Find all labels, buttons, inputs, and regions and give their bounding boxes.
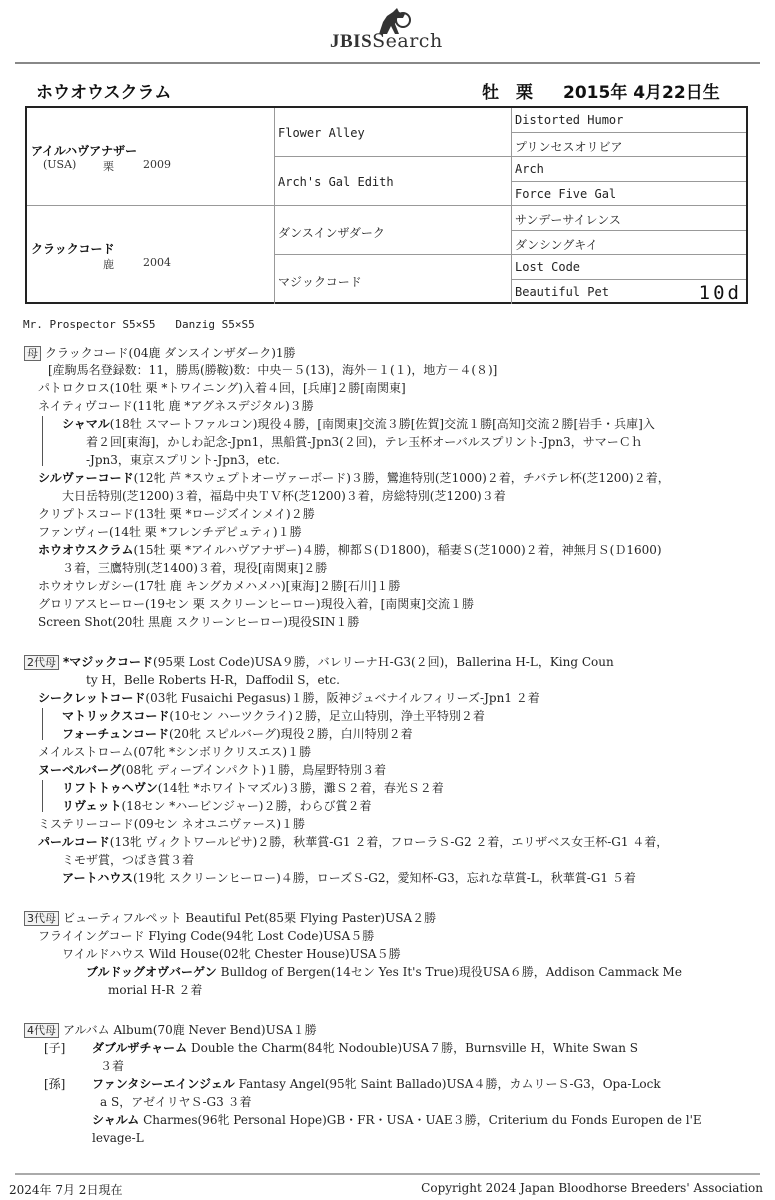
pedigree-ss-cell[interactable] <box>275 108 512 157</box>
horse-link-houou-scrum[interactable]: ホウオウスクラム <box>38 543 134 557</box>
family-foal-line: リフトトゥヘヴン(14牡 *ホワイトマズル)３勝，灘Ｓ２着，春光Ｓ２着 <box>62 781 444 795</box>
horse-link-nouvelle-vague[interactable]: ヌーベルバーグ <box>38 763 122 777</box>
family-foal-line: フライイングコード Flying Code(94牝 Lost Code)USA５勝 <box>38 929 375 943</box>
family-dam-line: 母 クラックコード(04鹿 ダンスインザダーク)1勝 <box>24 345 296 362</box>
family-foal-line: ネイティヴコード(11牝 鹿 *アグネスデジタル)３勝 <box>38 399 314 413</box>
family-foal-line-cont: 着２回[東海]，かしわ記念-Jpn1，黒船賞-Jpn3(２回)，テレ玉杯オーバルスプリント-Jpn3，サマーＣｈ <box>86 435 643 449</box>
family-foal-line: シャルム Charmes(96牝 Personal Hope)GB・FR・USA・UAE３勝，Criterium du Fonds Europen de l'E <box>92 1113 702 1127</box>
family-foal-line: ワイルドハウス Wild House(02牝 Chester House)USA５勝 <box>62 947 401 961</box>
pedigree-sire-cell[interactable] <box>27 108 275 206</box>
dam-color: 鹿 <box>103 258 114 271</box>
pedigree-dds-name: Lost Code <box>515 260 581 274</box>
dam-year: 2004 <box>143 256 171 269</box>
family-foal-line-cont: ３着 <box>100 1059 125 1073</box>
jbis-search-logo[interactable] <box>327 6 467 54</box>
as-of-date: 2024年 7月 2日現在 <box>9 1183 123 1197</box>
pedigree-dds-cell[interactable] <box>512 255 746 280</box>
inbreeding-crosses: Mr. Prospector S5×S5 Danzig S5×S5 <box>23 318 255 331</box>
family-label-mago: [孫] <box>44 1077 66 1091</box>
family-third-dam-line: 3代母 ビューティフルペット Beautiful Pet(85栗 Flying Paster)USA２勝 <box>24 910 436 927</box>
pedigree-sss-name: Distorted Humor <box>515 113 624 127</box>
horse-name: ホウオウスクラム <box>36 83 172 103</box>
horse-link-shamal[interactable]: シャマル <box>62 417 110 431</box>
logo-text-jbis: JBIS <box>330 31 373 52</box>
pedigree-dd-name: マジックコード <box>278 275 362 289</box>
family-foal-line: クリプトスコード(13牡 栗 *ロージズインメイ)２勝 <box>38 507 315 521</box>
horse-link-lift-to-heaven[interactable]: リフトトゥヘヴン <box>62 781 158 795</box>
family-foal-line-cont: a S，アゼイリヤＳ-G3 ３着 <box>100 1095 252 1109</box>
dosage-index: 10d <box>698 282 742 304</box>
family-foal-line: ヌーベルバーグ(08牝 ディープインパクト)１勝，鳥屋野特別３着 <box>38 763 387 777</box>
indent-bar <box>42 416 43 466</box>
horse-link-double-the-charm[interactable]: ダブルザチャーム <box>92 1041 188 1055</box>
family-foal-line-cont: 大日岳特別(芝1200)３着，福島中央ＴＶ杯(芝1200)３着，房総特別(芝1200)３着 <box>62 489 506 503</box>
pedigree-ss-name: Flower Alley <box>278 126 365 140</box>
pedigree-dss-cell[interactable] <box>512 206 746 231</box>
horse-link-art-house[interactable]: アートハウス <box>62 871 134 885</box>
horse-link-fortune-code[interactable]: フォーチュンコード <box>62 727 170 741</box>
pedigree-dam-cell[interactable] <box>27 206 275 304</box>
family-foal-line: シークレットコード(03牝 Fusaichi Pegasus)１勝，阪神ジュベナイルフィリーズ-Jpn1 ２着 <box>38 691 540 705</box>
top-divider <box>15 62 760 64</box>
sire-origin: (USA) <box>43 158 77 171</box>
family-foal-line: ファンタシーエインジェル Fantasy Angel(95牝 Saint Ballado)USA４勝，カムリーＳ-G3，Opa-Lock <box>92 1077 661 1091</box>
family-foal-line: フォーチュンコード(20牝 スピルバーグ)現役２勝，白川特別２着 <box>62 727 413 741</box>
horse-link-rivet[interactable]: リヴェット <box>62 799 122 813</box>
pedigree-ds-cell[interactable] <box>275 206 512 255</box>
horse-sex: 牡 <box>482 83 499 103</box>
family-second-dam-line: 2代母 *マジックコード(95栗 Lost Code)USA９勝，バレリーナＨ-G3(２回)，Ballerina H-L，King Coun <box>24 654 614 671</box>
logo-text-search: Search <box>372 30 443 52</box>
pedigree-sdd-name: Force Five Gal <box>515 187 617 201</box>
family-foal-line: ミステリーコード(09セン ネオユニヴァース)１勝 <box>38 817 306 831</box>
horse-link-fantasy-angel[interactable]: ファンタシーエインジェル <box>92 1077 235 1091</box>
label-third-dam: 3代母 <box>24 911 59 926</box>
pedigree-ssd-name: プリンセスオリビア <box>515 140 623 154</box>
horse-link-magic-code[interactable]: *マジックコード <box>63 655 154 669</box>
pedigree-dsd-cell[interactable] <box>512 231 746 255</box>
horse-title-row <box>36 78 736 102</box>
family-foal-line-cont: ３着，三鷹特別(芝1400)３着，現役[南関東]２勝 <box>62 561 328 575</box>
family-foal-line: グロリアスヒーロー(19セン 栗 スクリーンヒーロー)現役入着，[南関東]交流１勝 <box>38 597 474 611</box>
family-label-ko: [子] <box>44 1041 66 1055</box>
family-foal-line: パールコード(13牝 ヴィクトワールピサ)２勝，秋華賞-G1 ２着，フローラＳ-G2 ２着，エリザベス女王杯-G1 ４着， <box>38 835 669 849</box>
dam-name: クラックコード <box>31 242 115 256</box>
horse-link-secret-code[interactable]: シークレットコード <box>38 691 146 705</box>
indent-bar <box>42 780 43 812</box>
pedigree-ddd-cell[interactable] <box>512 280 746 304</box>
pedigree-dd-cell[interactable] <box>275 255 512 304</box>
pedigree-ssd-cell[interactable] <box>512 133 746 157</box>
horse-link-matrix-code[interactable]: マトリックスコード <box>62 709 170 723</box>
pedigree-ddd-name: Beautiful Pet <box>515 285 609 299</box>
bottom-divider <box>15 1173 760 1175</box>
sire-name: アイルハヴアナザー <box>31 144 138 158</box>
family-foal-line-cont: -Jpn3，東京スプリント-Jpn3，etc. <box>86 453 280 467</box>
horse-birth-date: 2015年 4月22日生 <box>563 83 720 103</box>
label-fourth-dam: 4代母 <box>24 1023 59 1038</box>
family-foal-line: ブルドッグオヴバーゲン Bulldog of Bergen(14セン Yes It's True)現役USA６勝，Addison Cammack Me <box>86 965 682 979</box>
horse-color: 栗 <box>516 83 533 103</box>
horse-link-bulldog-of-bergen[interactable]: ブルドッグオヴバーゲン <box>86 965 217 979</box>
pedigree-table <box>25 106 748 304</box>
family-foal-line: マトリックスコード(10セン ハーツクライ)２勝，足立山特別，浄土平特別２着 <box>62 709 485 723</box>
family-foal-line: メイルストローム(07牝 *シンボリクリスエス)１勝 <box>38 745 312 759</box>
sire-year: 2009 <box>143 158 171 171</box>
horse-link-silver-code[interactable]: シルヴァーコード <box>38 471 134 485</box>
sire-color: 栗 <box>103 160 114 173</box>
pedigree-sds-cell[interactable] <box>512 157 746 182</box>
pedigree-dss-name: サンデーサイレンス <box>515 213 621 227</box>
indent-bar <box>42 708 43 740</box>
family-dam-stats: [産駒馬名登録数：11，勝馬(勝鞍)数：中央－５(13)，海外－１(１)，地方－４(８)] <box>48 363 498 377</box>
pedigree-sdd-cell[interactable] <box>512 182 746 206</box>
family-line-cont: ty H，Belle Roberts H-R，Daffodil S，etc. <box>86 673 340 687</box>
horse-link-charmes[interactable]: シャルム <box>92 1113 140 1127</box>
pedigree-ds-name: ダンスインザダーク <box>278 226 385 240</box>
family-foal-line: アートハウス(19牝 スクリーンヒーロー)４勝，ローズＳ-G2，愛知杯-G3，忘れな草賞-L，秋華賞-G1 ５着 <box>62 871 636 885</box>
family-foal-line: ホウオウスクラム(15牡 栗 *アイルハヴアナザー)４勝，柳都Ｓ(Ｄ1800)，稲妻Ｓ(芝1000)２着，神無月Ｓ(Ｄ1600) <box>38 543 662 557</box>
label-dam: 母 <box>24 346 41 361</box>
family-foal-line-cont: levage-L <box>92 1131 144 1145</box>
family-foal-line: ホウオウレガシー(17牡 鹿 キングカメハメハ)[東海]２勝[石川]１勝 <box>38 579 401 593</box>
family-foal-line: ファンヴィー(14牡 栗 *フレンチデピュティ)１勝 <box>38 525 302 539</box>
family-fourth-dam-line: 4代母 アルバム Album(70鹿 Never Bend)USA１勝 <box>24 1022 317 1039</box>
family-foal-line: シルヴァーコード(12牝 芦 *スウェプトオーヴァーボード)３勝，鸞進特別(芝1000)２着，チバテレ杯(芝1200)２着， <box>38 471 670 485</box>
family-foal-line-cont: morial H-R ２着 <box>108 983 203 997</box>
pedigree-sds-name: Arch <box>515 162 544 176</box>
horse-link-pearl-code[interactable]: パールコード <box>38 835 110 849</box>
label-second-dam: 2代母 <box>24 655 59 670</box>
family-foal-line: リヴェット(18セン *ハービンジャー)２勝，わらび賞２着 <box>62 799 372 813</box>
family-foal-line: パトロクロス(10牡 栗 *トワイニング)入着４回，[兵庫]２勝[南関東] <box>38 381 406 395</box>
pedigree-sd-name: Arch's Gal Edith <box>278 175 394 189</box>
pedigree-dsd-name: ダンシングキイ <box>515 238 598 252</box>
pedigree-sss-cell[interactable] <box>512 108 746 133</box>
copyright: Copyright 2024 Japan Bloodhorse Breeders' Association <box>421 1181 763 1195</box>
family-foal-line: ダブルザチャーム Double the Charm(84牝 Nodouble)USA７勝，Burnsville H，White Swan S <box>92 1041 638 1055</box>
family-foal-line: Screen Shot(20牡 黒鹿 スクリーンヒーロー)現役SIN１勝 <box>38 615 360 629</box>
family-foal-line: シャマル(18牡 スマートファルコン)現役４勝，[南関東]交流３勝[佐賀]交流１勝[高知]交流２勝[岩手・兵庫]入 <box>62 417 655 431</box>
family-foal-line-cont: ミモザ賞，つばき賞３着 <box>62 853 195 867</box>
pedigree-sd-cell[interactable] <box>275 157 512 206</box>
